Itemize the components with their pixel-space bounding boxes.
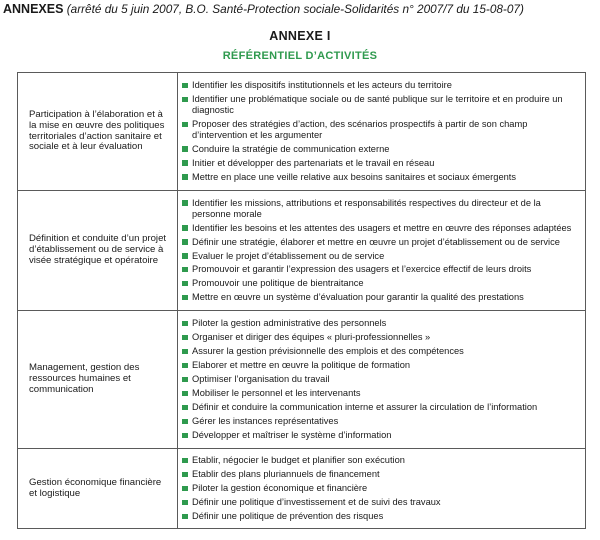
activity-text: Proposer des stratégies d’action, des scénarios prospectifs à partir de son champ d’intervention et les argumenter: [192, 119, 528, 140]
activity-text: Conduire la stratégie de communication externe: [192, 143, 390, 154]
green-square-bullet-icon: [182, 486, 188, 492]
activity-text: Elaborer et mettre en œuvre la politique de formation: [192, 360, 411, 371]
green-square-bullet-icon: [182, 122, 188, 128]
activities-cell: [178, 449, 586, 529]
activity-text: Identifier les besoins et les attentes des usagers et mettre en œuvre des réponses adaptées: [192, 222, 572, 233]
activity-list: [182, 198, 580, 304]
green-square-bullet-icon: [182, 500, 188, 506]
green-square-bullet-icon: [182, 174, 188, 180]
green-square-bullet-icon: [182, 391, 188, 397]
green-square-bullet-icon: [182, 419, 188, 425]
domain-cell: [18, 73, 178, 191]
green-square-bullet-icon: [182, 405, 188, 411]
green-square-bullet-icon: [182, 83, 188, 89]
domain-label: Participation à l’élaboration et à la mise en œuvre des politiques territoriales d’action sanitaire et sociale et à leur évaluation: [29, 108, 165, 153]
activity-text: Evaluer le projet d’établissement ou de service: [192, 250, 385, 261]
green-square-bullet-icon: [182, 295, 188, 301]
green-square-bullet-icon: [182, 335, 188, 341]
green-square-bullet-icon: [182, 225, 188, 231]
activity-text: Gérer les instances représentatives: [192, 416, 339, 427]
activity-list: [182, 318, 580, 441]
activity-text: Organiser et diriger des équipes « pluri-professionnelles »: [192, 332, 431, 343]
list-item: [182, 332, 580, 343]
activity-text: Développer et maîtriser le système d’information: [192, 430, 392, 441]
table-row: [18, 73, 586, 191]
table-row: [18, 311, 586, 449]
activity-text: Promouvoir et garantir l’expression des usagers et l’exercice effectif de leurs droits: [192, 264, 532, 275]
green-square-bullet-icon: [182, 239, 188, 245]
activity-list: [182, 455, 580, 522]
green-square-bullet-icon: [182, 160, 188, 166]
green-square-bullet-icon: [182, 472, 188, 478]
activity-text: Assurer la gestion prévisionnelle des emplois et des compétences: [192, 346, 464, 357]
activity-text: Identifier les dispositifs institutionnels et les acteurs du territoire: [192, 80, 452, 91]
green-square-bullet-icon: [182, 377, 188, 383]
activity-text: Identifier une problématique sociale ou de santé publique sur le territoire et en produire un diagnostic: [192, 94, 563, 116]
activity-text: Mettre en place une veille relative aux besoins sanitaires et sociaux émergents: [192, 171, 517, 182]
activity-list: [182, 80, 580, 182]
activity-text: Piloter la gestion administrative des personnels: [192, 318, 387, 329]
activity-text: Piloter la gestion économique et financière: [192, 483, 368, 494]
activity-text: Initier et développer des partenariats et le travail en réseau: [192, 157, 435, 168]
green-square-bullet-icon: [182, 200, 188, 206]
green-square-bullet-icon: [182, 253, 188, 259]
domain-label: Définition et conduite d’un projet d’établissement ou de service à visée stratégique et opératoire: [29, 233, 167, 266]
list-item: [182, 483, 580, 494]
activity-text: Définir une stratégie, élaborer et mettre en œuvre un projet d’établissement ou de service: [192, 236, 560, 247]
activity-text: Définir une politique d’investissement et de suivi des travaux: [192, 497, 441, 508]
list-item: [182, 402, 580, 413]
green-square-bullet-icon: [182, 363, 188, 369]
list-item: [182, 430, 580, 441]
green-square-bullet-icon: [182, 97, 188, 103]
list-item: [182, 198, 580, 220]
list-item: [182, 264, 580, 275]
activity-text: Mettre en œuvre un système d’évaluation pour garantir la qualité des prestations: [192, 292, 524, 303]
annexes-label: ANNEXES: [3, 2, 64, 16]
activities-cell: [178, 191, 586, 311]
document-header: [3, 2, 597, 16]
activity-text: Définir une politique de prévention des risques: [192, 511, 384, 522]
list-item: [182, 497, 580, 508]
list-item: [182, 119, 580, 141]
list-item: [182, 318, 580, 329]
domain-label: Gestion économique financière et logistique: [29, 476, 162, 499]
domain-cell: [18, 191, 178, 311]
activity-text: Etablir des plans pluriannuels de financement: [192, 469, 380, 480]
decree-reference: (arrêté du 5 juin 2007, B.O. Santé-Protection sociale-Solidarités n° 2007/7 du 15-08-07): [63, 2, 524, 16]
green-square-bullet-icon: [182, 281, 188, 287]
list-item: [182, 278, 580, 289]
list-item: [182, 469, 580, 480]
domain-cell: [18, 449, 178, 529]
list-item: [182, 237, 580, 248]
list-item: [182, 80, 580, 91]
green-square-bullet-icon: [182, 321, 188, 327]
green-square-bullet-icon: [182, 433, 188, 439]
activity-text: Etablir, négocier le budget et planifier son exécution: [192, 455, 405, 466]
list-item: [182, 292, 580, 303]
list-item: [182, 158, 580, 169]
activity-text: Identifier les missions, attributions et responsabilités respectives du directeur et de la personne morale: [192, 197, 541, 219]
domain-label: Management, gestion des ressources humaines et communication: [29, 362, 140, 395]
domain-cell: [18, 311, 178, 449]
list-item: [182, 251, 580, 262]
list-item: [182, 388, 580, 399]
activity-text: Promouvoir une politique de bientraitance: [192, 278, 364, 289]
table-row: [18, 449, 586, 529]
green-square-bullet-icon: [182, 267, 188, 273]
activities-cell: [178, 73, 586, 191]
list-item: [182, 346, 580, 357]
activities-table: [17, 72, 586, 529]
list-item: [182, 94, 580, 116]
activity-text: Définir et conduire la communication interne et assurer la circulation de l’information: [192, 402, 538, 413]
activities-cell: [178, 311, 586, 449]
activity-text: Mobiliser le personnel et les intervenants: [192, 388, 361, 399]
annex-subtitle: RÉFÉRENTIEL D’ACTIVITÉS: [222, 50, 378, 62]
list-item: [182, 374, 580, 385]
table-row: [18, 191, 586, 311]
green-square-bullet-icon: [182, 349, 188, 355]
annex-title: ANNEXE I: [269, 29, 331, 43]
list-item: [182, 144, 580, 155]
green-square-bullet-icon: [182, 458, 188, 464]
list-item: [182, 416, 580, 427]
list-item: [182, 511, 580, 522]
list-item: [182, 455, 580, 466]
list-item: [182, 172, 580, 183]
green-square-bullet-icon: [182, 514, 188, 520]
green-square-bullet-icon: [182, 146, 188, 152]
list-item: [182, 223, 580, 234]
list-item: [182, 360, 580, 371]
activity-text: Optimiser l’organisation du travail: [192, 374, 330, 385]
